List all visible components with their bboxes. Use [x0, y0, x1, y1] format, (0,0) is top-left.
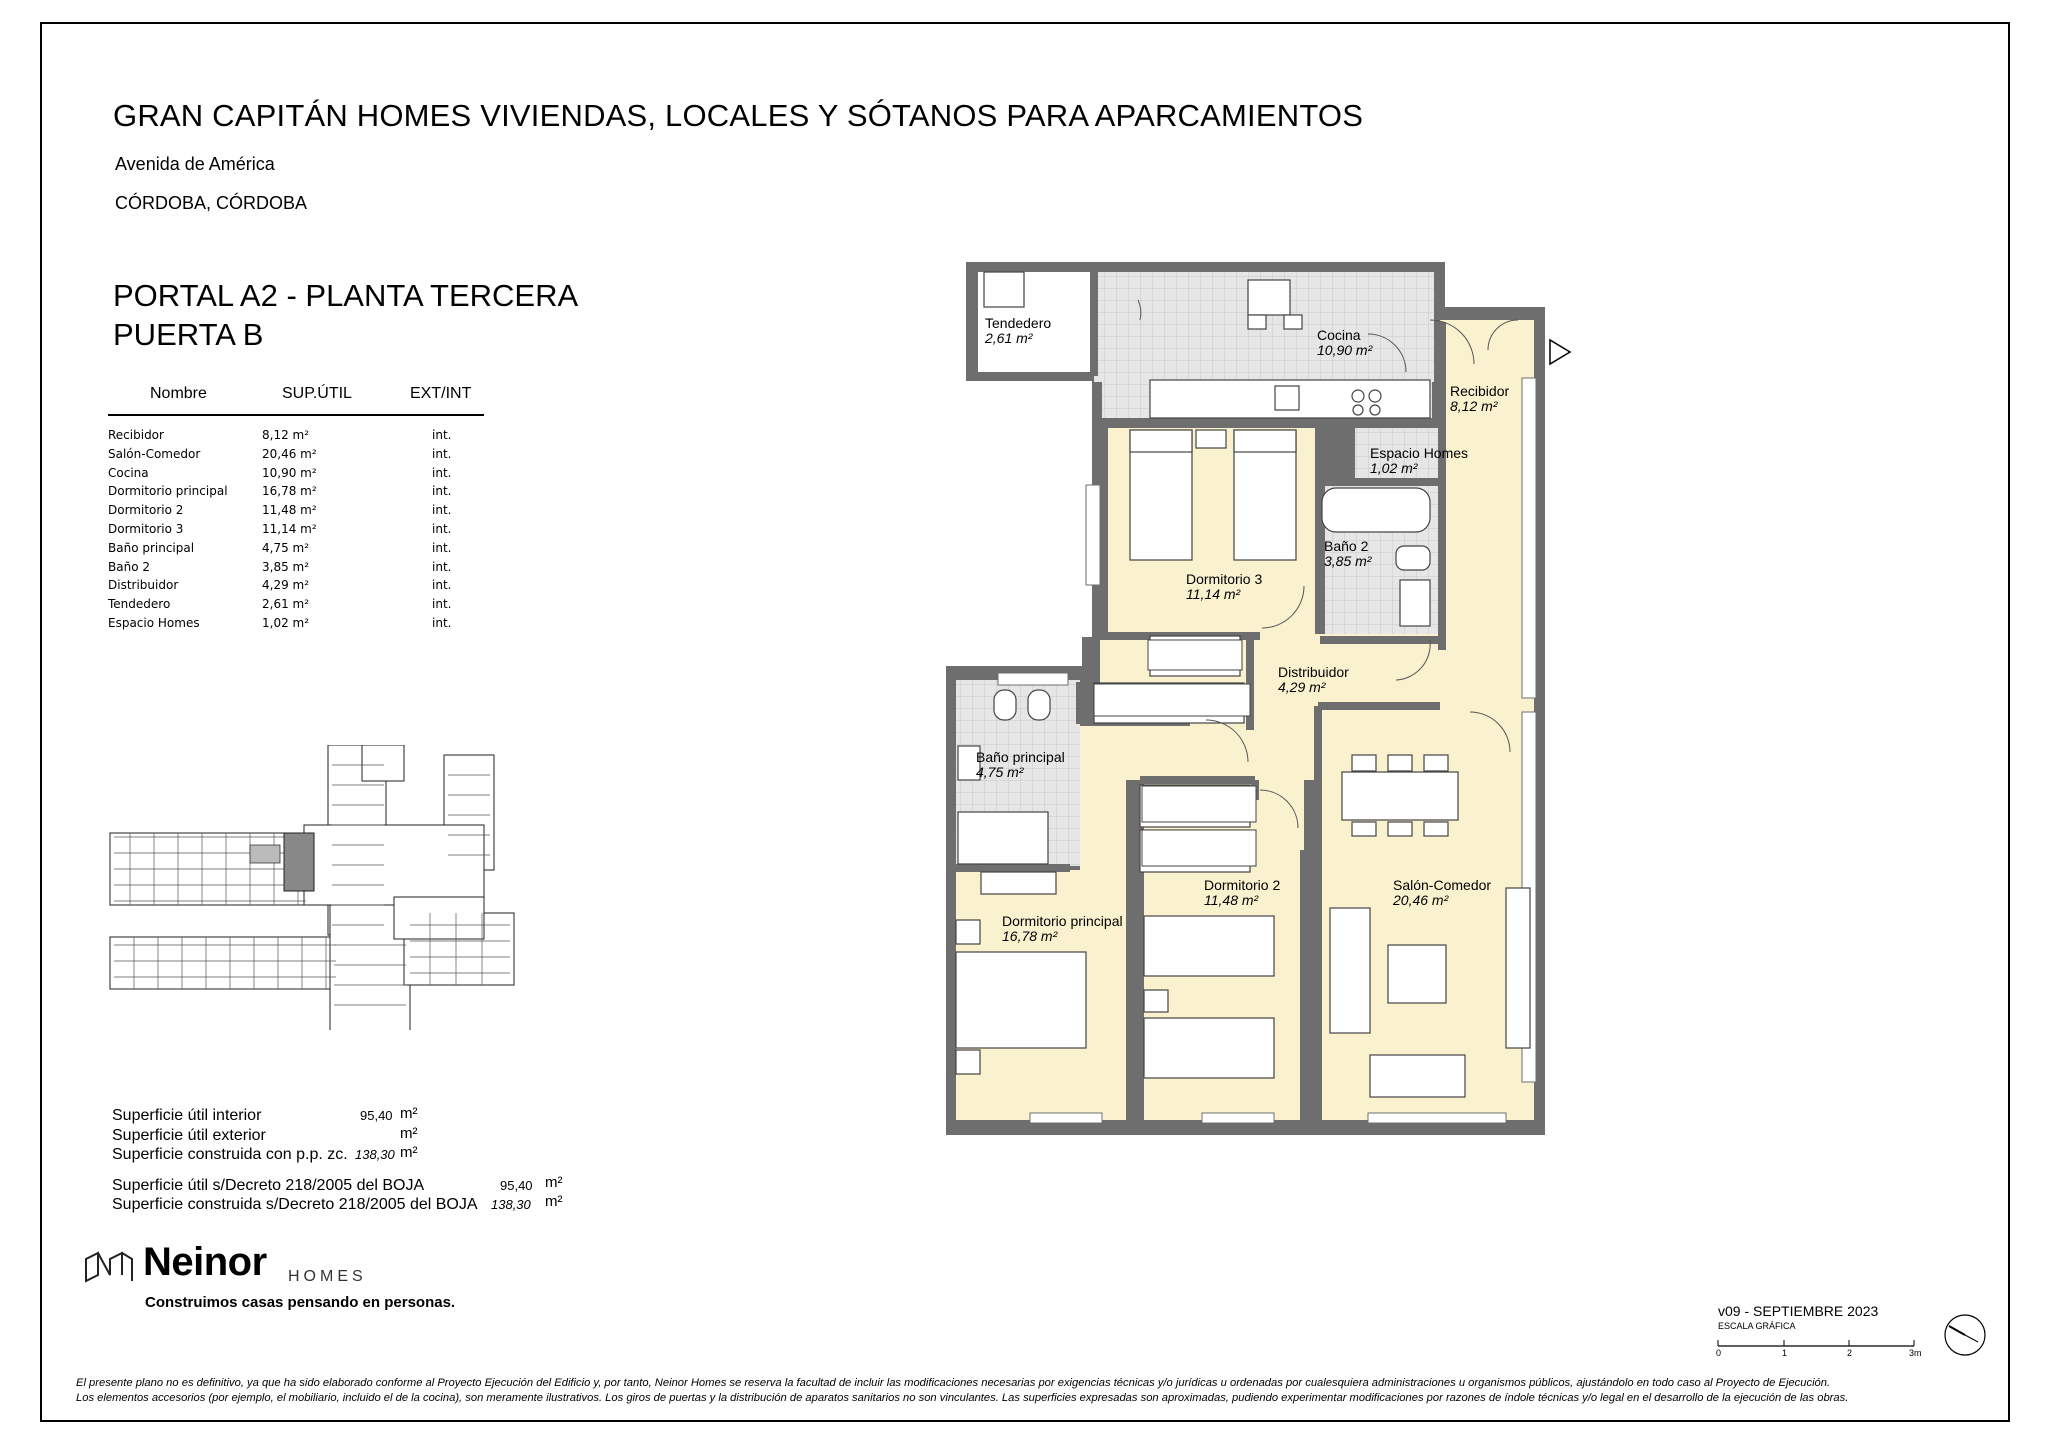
table-header-name: Nombre: [150, 385, 207, 402]
table-cell-surface: 8,12 m²: [262, 428, 310, 442]
table-cell-surface: 11,14 m²: [262, 522, 317, 536]
address-city: CÓRDOBA, CÓRDOBA: [115, 193, 308, 213]
project-title: GRAN CAPITÁN HOMES VIVIENDAS, LOCALES Y SÓTANOS PARA APARCAMIENTOS: [113, 98, 1364, 133]
neinor-logo-icon: [84, 1251, 134, 1283]
scale-tick-1: 1: [1782, 1348, 1788, 1358]
label-dormitorio-principal: Dormitorio principal: [1002, 913, 1123, 929]
summary-unit-2: m²: [400, 1125, 418, 1142]
scale-tick-0: 0: [1716, 1348, 1722, 1358]
label-tendedero: Tendedero: [985, 315, 1052, 331]
highlighted-unit: [284, 833, 314, 891]
table-cell-name: Dormitorio 3: [108, 522, 184, 536]
portal-floor-title: PORTAL A2 - PLANTA TERCERA: [113, 278, 579, 313]
table-header-surface: SUP.ÚTIL: [282, 385, 352, 402]
table-cell-extint: int.: [432, 428, 452, 442]
table-cell-surface: 3,85 m²: [262, 559, 310, 574]
summary-unit-5: m²: [545, 1193, 563, 1210]
area-dormitorio-principal: 16,78 m²: [1002, 928, 1058, 944]
summary-util-interior-label: Superficie útil interior: [112, 1107, 262, 1124]
scale-tick-2: 2: [1847, 1348, 1853, 1358]
label-espacio-homes: Espacio Homes: [1370, 445, 1469, 461]
table-cell-name: Espacio Homes: [108, 616, 200, 630]
summary-decreto-construida-value: 138,30: [491, 1197, 531, 1212]
table-cell-surface: 10,90 m²: [262, 465, 317, 480]
area-recibidor: 8,12 m²: [1450, 398, 1498, 414]
room-recibidor: [1440, 320, 1534, 710]
version-label: v09 - SEPTIEMBRE 2023: [1718, 1303, 1879, 1319]
brand-name: Neinor: [143, 1240, 267, 1284]
area-tendedero: 2,61 m²: [985, 330, 1033, 346]
area-dormitorio3: 11,14 m²: [1186, 586, 1241, 602]
table-cell-name: Recibidor: [108, 428, 164, 442]
table-cell-extint: int.: [432, 503, 452, 518]
area-bano-principal: 4,75 m²: [976, 764, 1024, 780]
summary-construida-value: 138,30: [355, 1147, 395, 1162]
table-cell-name: Salón-Comedor: [108, 446, 201, 461]
door-title: PUERTA B: [113, 317, 264, 352]
label-bano2: Baño 2: [1324, 538, 1369, 554]
area-cocina: 10,90 m²: [1317, 342, 1373, 358]
area-espacio-homes: 1,02 m²: [1370, 460, 1418, 476]
summary-unit-1: m²: [400, 1105, 418, 1122]
summary-unit-4: m²: [545, 1174, 563, 1191]
table-cell-surface: 2,61 m²: [262, 597, 310, 612]
table-cell-name: Tendedero: [108, 597, 171, 612]
area-salon-comedor: 20,46 m²: [1393, 892, 1449, 908]
entrance-arrow: [1550, 340, 1570, 364]
table-cell-name: Baño principal: [108, 540, 195, 555]
brand-slogan: Construimos casas pensando en personas.: [145, 1294, 456, 1311]
table-cell-surface: 4,75 m²: [262, 540, 310, 555]
table-cell-extint: int.: [432, 616, 452, 630]
scale-label: ESCALA GRÁFICA: [1718, 1321, 1796, 1331]
label-dormitorio2: Dormitorio 2: [1204, 877, 1281, 893]
summary-util-exterior-label: Superficie útil exterior: [112, 1127, 266, 1144]
table-cell-surface: 4,29 m²: [262, 578, 310, 593]
disclaimer-line-1: El presente plano no es definitivo, ya que ha sido elaborado conforme al Proyecto Ejecución del Edificio y, por tanto, Neinor Homes se reserva la facultad de incluir las modificaciones necesarias por exigencias técnicas y/o jurídicas u ordenadas por cualesquiera administraciones u organismos públicos, ajustándolo en todo caso al Proyecto de Ejecución.: [76, 1377, 1831, 1389]
table-cell-surface: 16,78 m²: [262, 484, 317, 499]
table-cell-extint: int.: [432, 540, 452, 555]
table-cell-extint: int.: [432, 522, 452, 536]
table-cell-extint: int.: [432, 465, 452, 480]
table-cell-extint: int.: [432, 597, 452, 612]
disclaimer-line-2: Los elementos accesorios (por ejemplo, el mobiliario, incluido el de la cocina), son meramente ilustrativos. Los giros de puertas y la distribución de aparatos sanitarios no son vinculantes. Las superficies expresadas son aproximadas, pudiendo experimentar modificaciones por razones de índole técnicas y/o legal en el desarrollo de la ejecución de las obras.: [76, 1392, 1849, 1404]
table-cell-name: Baño 2: [108, 559, 150, 574]
table-cell-surface: 1,02 m²: [262, 616, 310, 630]
table-header-extint: EXT/INT: [410, 385, 472, 402]
north-compass-icon: [1942, 1312, 1988, 1358]
scale-tick-3: 3m: [1909, 1348, 1922, 1358]
table-cell-name: Dormitorio 2: [108, 503, 184, 518]
summary-decreto-util-label: Superficie útil s/Decreto 218/2005 del BOJA: [112, 1177, 425, 1194]
label-salon-comedor: Salón-Comedor: [1393, 877, 1492, 893]
label-dormitorio3: Dormitorio 3: [1186, 571, 1263, 587]
table-cell-surface: 20,46 m²: [262, 446, 317, 461]
table-cell-name: Dormitorio principal: [108, 484, 228, 499]
label-cocina: Cocina: [1317, 327, 1361, 343]
scale-bar: [1716, 1336, 1916, 1350]
area-bano2: 3,85 m²: [1324, 553, 1372, 569]
table-cell-extint: int.: [432, 446, 452, 461]
area-dormitorio2: 11,48 m²: [1204, 892, 1259, 908]
room-dormitorio-principal-top: [1080, 725, 1134, 875]
table-cell-extint: int.: [432, 484, 452, 499]
table-cell-surface: 11,48 m²: [262, 503, 317, 518]
key-plan: [100, 745, 520, 1030]
area-distribuidor: 4,29 m²: [1278, 679, 1326, 695]
label-recibidor: Recibidor: [1450, 383, 1510, 399]
table-cell-name: Cocina: [108, 465, 149, 480]
table-cell-name: Distribuidor: [108, 578, 179, 593]
summary-decreto-construida-label: Superficie construida s/Decreto 218/2005 del BOJA: [112, 1196, 478, 1213]
label-distribuidor: Distribuidor: [1278, 664, 1349, 680]
label-bano-principal: Baño principal: [976, 749, 1065, 765]
summary-unit-3: m²: [400, 1144, 418, 1161]
address-street: Avenida de América: [115, 154, 275, 174]
summary-construida-label: Superficie construida con p.p. zc.: [112, 1146, 348, 1163]
summary-decreto-util-value: 95,40: [500, 1178, 533, 1193]
summary-util-interior-value: 95,40: [360, 1108, 393, 1123]
table-cell-extint: int.: [432, 559, 452, 574]
table-cell-extint: int.: [432, 578, 452, 593]
brand-suffix: HOMES: [288, 1268, 367, 1285]
